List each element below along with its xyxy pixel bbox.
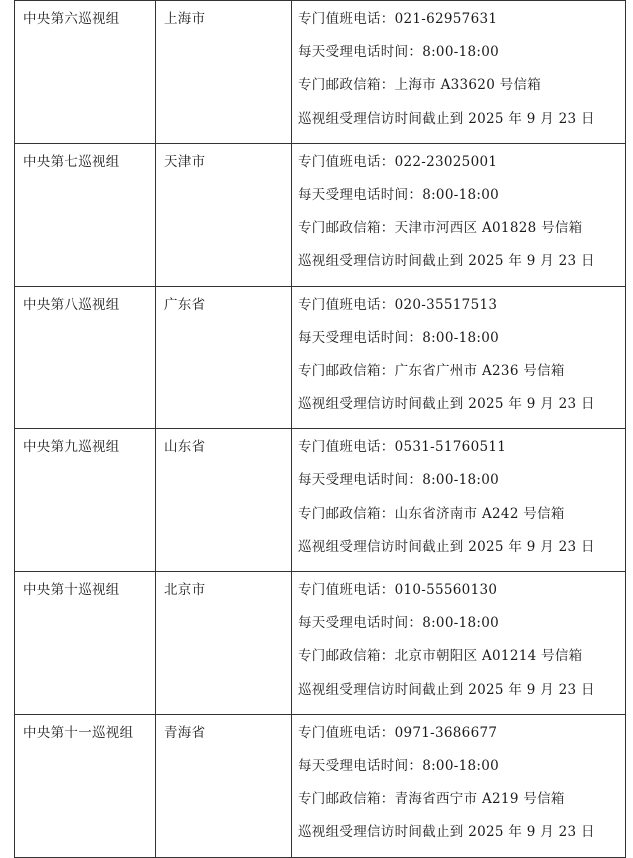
region-cell (156, 286, 292, 429)
phone-hours: 每天受理电话时间：8:00-18:00 (298, 757, 499, 774)
postal-mailbox: 专门邮政信箱：青海省西宁市 A219 号信箱 (298, 791, 565, 808)
postal-mailbox: 专门邮政信箱：上海市 A33620 号信箱 (298, 77, 542, 94)
region-cell (156, 143, 292, 286)
phone-hours: 每天受理电话时间：8:00-18:00 (298, 44, 499, 61)
duty-phone: 专门值班电话：020-35517513 (298, 296, 498, 313)
postal-mailbox: 专门邮政信箱：天津市河西区 A01828 号信箱 (298, 220, 583, 237)
inspection-group-table (14, 0, 626, 858)
petition-deadline: 巡视组受理信访时间截止到 2025 年 9 月 23 日 (298, 681, 595, 698)
region-name: 北京市 (164, 582, 206, 598)
region-cell (156, 572, 292, 715)
duty-phone: 专门值班电话：021-62957631 (298, 11, 498, 27)
table-row (15, 429, 626, 572)
phone-hours: 每天受理电话时间：8:00-18:00 (298, 186, 499, 203)
group-name-cell (15, 286, 156, 429)
region-name: 天津市 (164, 153, 206, 170)
postal-mailbox: 专门邮政信箱：广东省广州市 A236 号信箱 (298, 362, 565, 379)
table-row (15, 286, 626, 429)
region-name: 上海市 (164, 11, 206, 27)
group-name-cell (15, 1, 156, 144)
postal-mailbox: 专门邮政信箱：北京市朝阳区 A01214 号信箱 (298, 648, 583, 665)
table-row (15, 572, 626, 715)
group-name-cell (15, 143, 156, 286)
petition-deadline: 巡视组受理信访时间截止到 2025 年 9 月 23 日 (298, 253, 595, 270)
region-cell (156, 429, 292, 572)
region-name: 广东省 (164, 296, 206, 313)
postal-mailbox: 专门邮政信箱：山东省济南市 A242 号信箱 (298, 505, 565, 522)
group-name: 中央第八巡视组 (23, 296, 120, 313)
group-name-cell (15, 714, 156, 857)
phone-hours: 每天受理电话时间：8:00-18:00 (298, 472, 499, 489)
region-name: 山东省 (164, 439, 206, 456)
contact-info-cell (292, 429, 626, 572)
group-name: 中央第十巡视组 (23, 582, 120, 598)
duty-phone: 专门值班电话：0971-3686677 (298, 724, 498, 741)
contact-info-cell (292, 572, 626, 715)
region-name: 青海省 (164, 724, 206, 741)
group-name: 中央第七巡视组 (23, 153, 120, 170)
phone-hours: 每天受理电话时间：8:00-18:00 (298, 615, 499, 632)
group-name-cell (15, 572, 156, 715)
petition-deadline: 巡视组受理信访时间截止到 2025 年 9 月 23 日 (298, 538, 595, 555)
group-name: 中央第六巡视组 (23, 11, 120, 27)
group-name: 中央第十一巡视组 (23, 724, 134, 741)
petition-deadline: 巡视组受理信访时间截止到 2025 年 9 月 23 日 (298, 110, 595, 127)
duty-phone: 专门值班电话：0531-51760511 (298, 439, 507, 456)
region-cell (156, 714, 292, 857)
petition-deadline: 巡视组受理信访时间截止到 2025 年 9 月 23 日 (298, 396, 595, 413)
duty-phone: 专门值班电话：022-23025001 (298, 153, 498, 170)
duty-phone: 专门值班电话：010-55560130 (298, 582, 498, 598)
contact-info-cell (292, 143, 626, 286)
contact-info-cell (292, 714, 626, 857)
contact-info-cell (292, 286, 626, 429)
region-cell (156, 1, 292, 144)
phone-hours: 每天受理电话时间：8:00-18:00 (298, 329, 499, 346)
group-name-cell (15, 429, 156, 572)
table-row (15, 1, 626, 144)
table-row (15, 143, 626, 286)
group-name: 中央第九巡视组 (23, 439, 120, 456)
petition-deadline: 巡视组受理信访时间截止到 2025 年 9 月 23 日 (298, 824, 595, 841)
table-row (15, 714, 626, 857)
contact-info-cell (292, 1, 626, 144)
